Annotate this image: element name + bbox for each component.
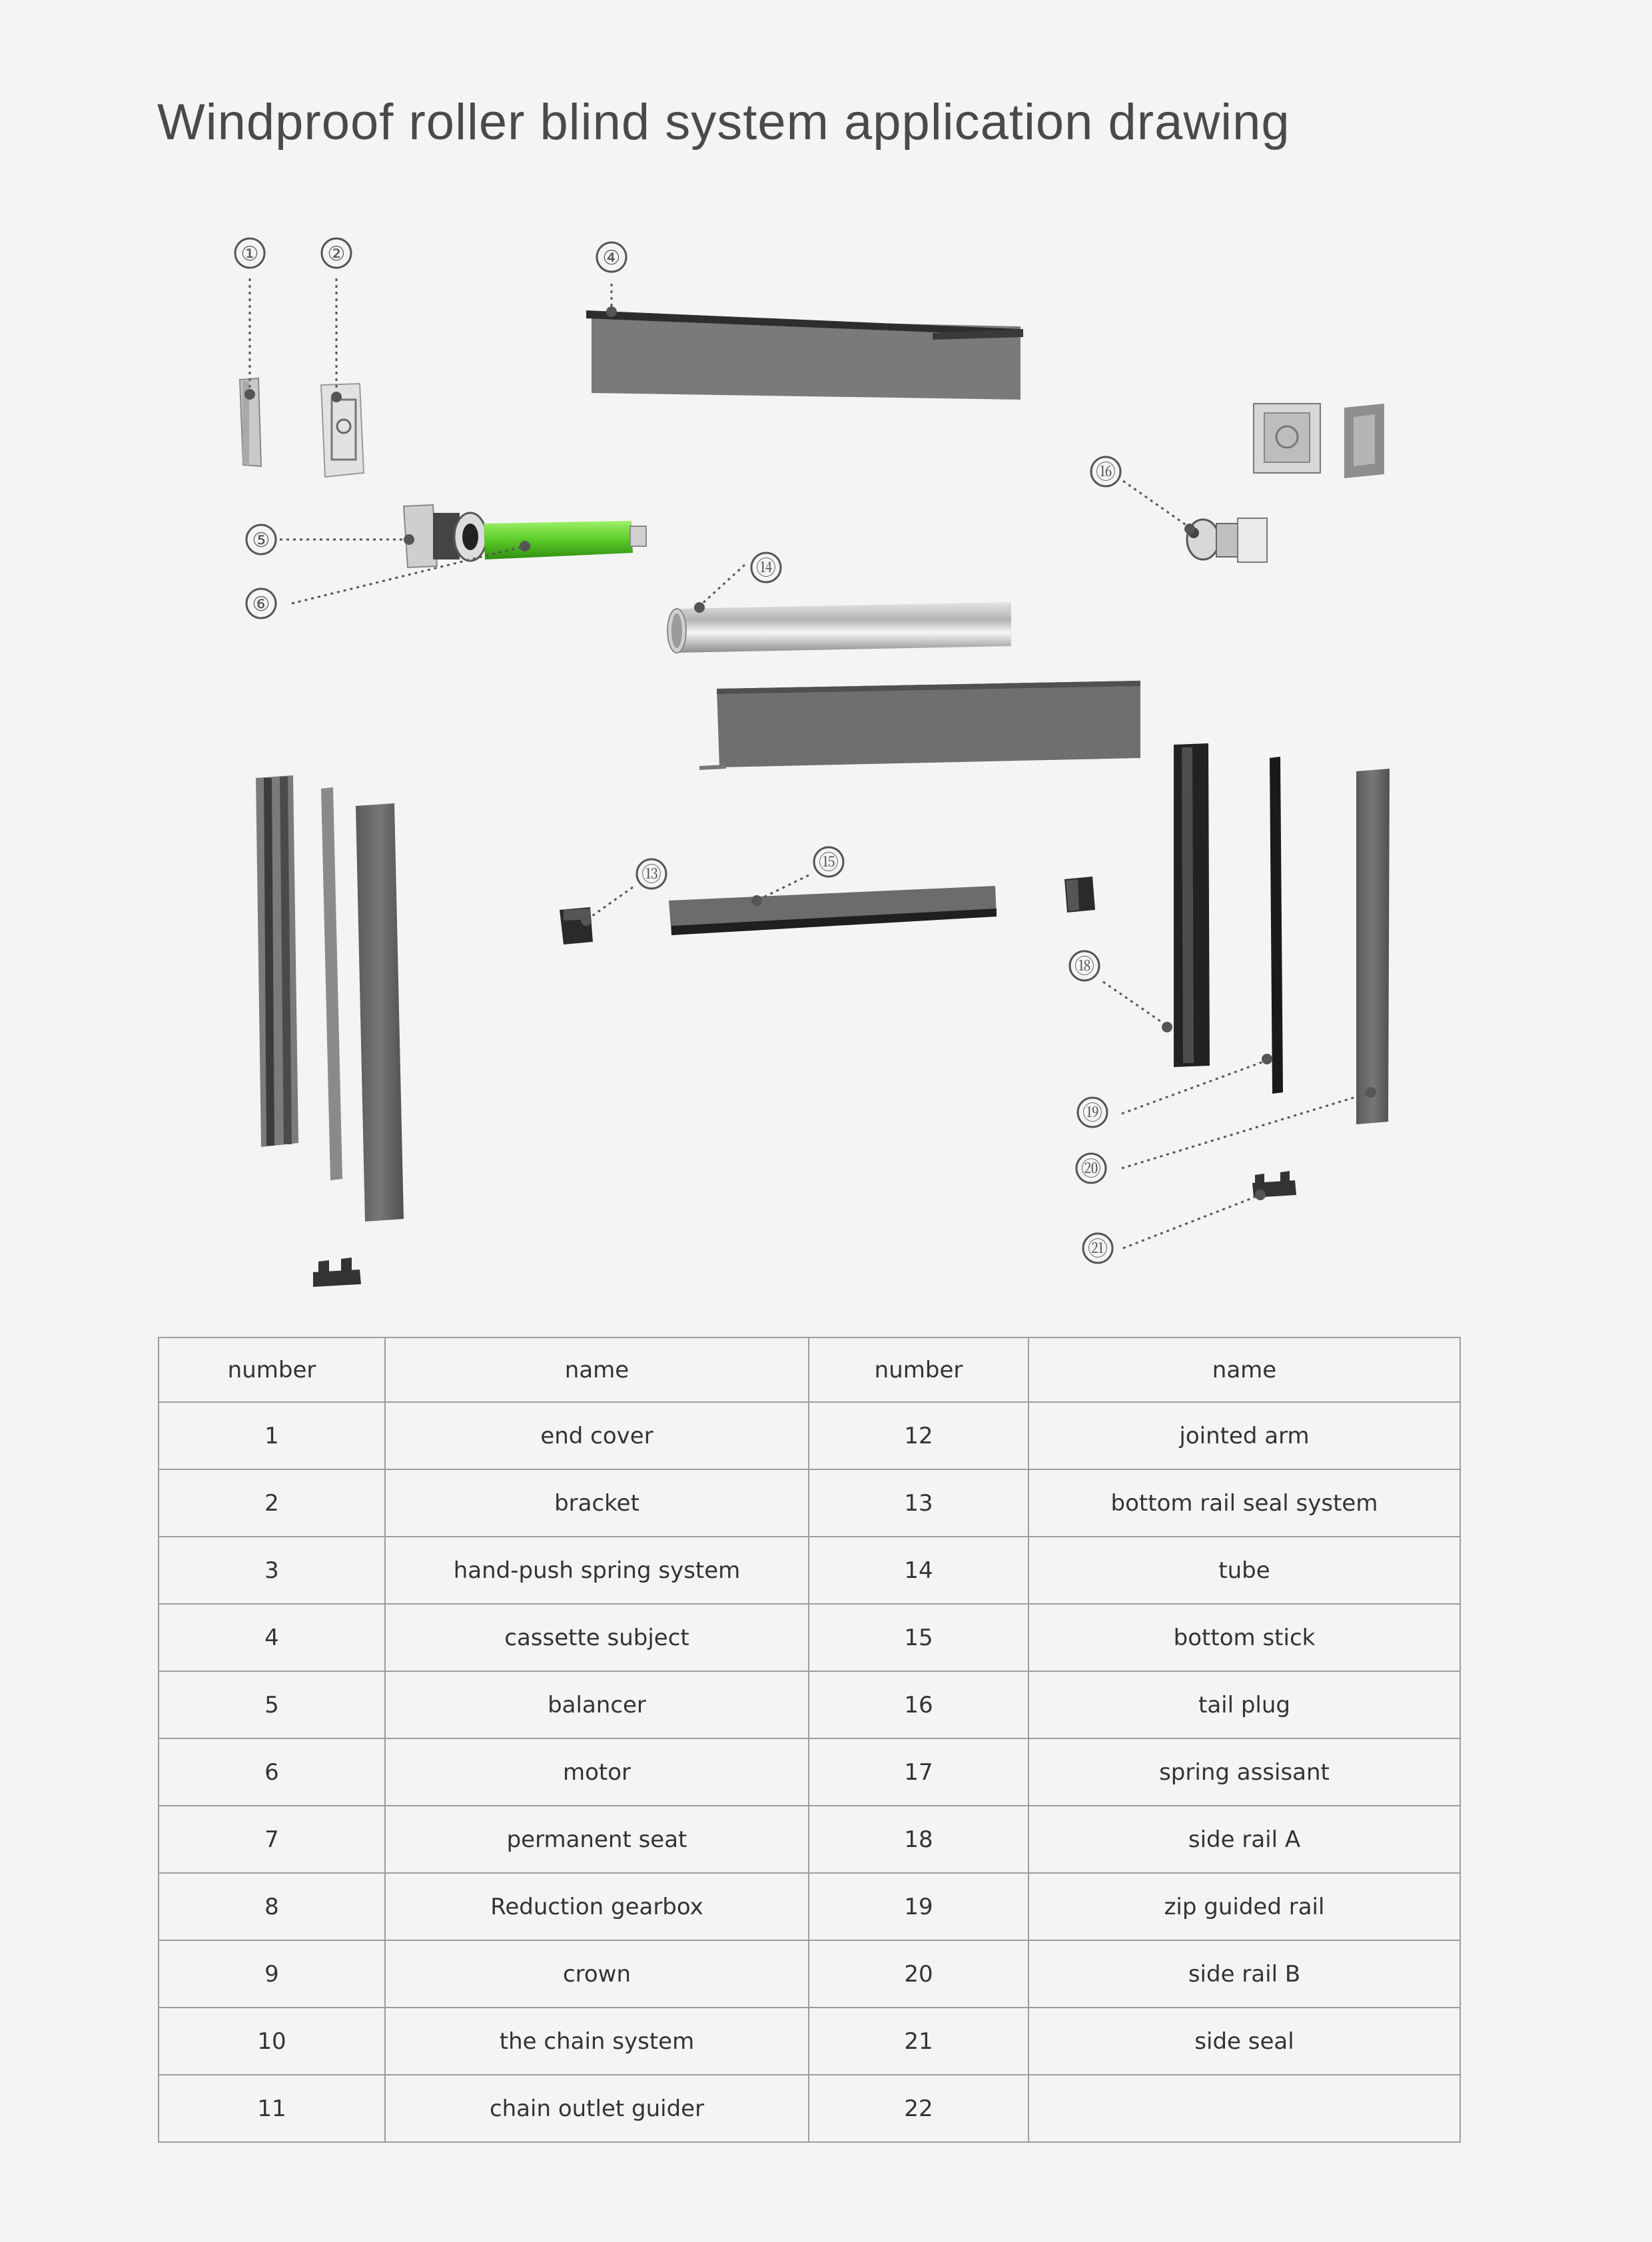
callout-20: ⑳ [1081,1158,1101,1181]
header-number-2: number [809,1337,1029,1402]
table-row [159,1940,1460,2008]
cell-name: Reduction gearbox [385,1873,809,1940]
table-row [159,2075,1460,2142]
cell-name: side rail A [1029,1806,1460,1873]
table-row [159,1604,1460,1671]
cell-number: 8 [159,1873,385,1940]
bottom-stick-part [669,886,997,935]
exploded-diagram [0,200,1652,1332]
callout-1: ① [240,242,259,266]
cell-name: cassette subject [385,1604,809,1671]
cell-number: 18 [809,1806,1029,1873]
table-row [159,2008,1460,2075]
cell-name: crown [385,1940,809,2008]
cell-name: chain outlet guider [385,2075,809,2142]
callout-14: ⑭ [756,557,776,580]
cell-number: 9 [159,1940,385,2008]
bracket-part [321,384,364,477]
cell-name: the chain system [385,2008,809,2075]
table-row [159,1469,1460,1537]
table-row [159,1738,1460,1806]
header-name-1: name [385,1337,809,1402]
parts-table [158,1337,1461,2143]
callout-21: ㉑ [1088,1238,1108,1261]
cell-name: hand-push spring system [385,1537,809,1604]
cell-number: 15 [809,1604,1029,1671]
cell-name: jointed arm [1029,1402,1460,1469]
callout-19: ⑲ [1082,1102,1102,1125]
cell-number: 20 [809,1940,1029,2008]
cell-name: permanent seat [385,1806,809,1873]
table-row [159,1873,1460,1940]
cell-number: 16 [809,1671,1029,1738]
header-number-1: number [159,1337,385,1402]
cell-name: zip guided rail [1029,1873,1460,1940]
cell-number: 17 [809,1738,1029,1806]
callout-15: ⑮ [819,851,839,875]
cell-name: side rail B [1029,1940,1460,2008]
callout-13: ⑬ [641,863,661,887]
cell-number: 1 [159,1402,385,1469]
cell-name: bottom stick [1029,1604,1460,1671]
cell-name: bottom rail seal system [1029,1469,1460,1537]
tube-part [667,602,1011,653]
table-row [159,1671,1460,1738]
cell-number: 14 [809,1537,1029,1604]
cell-number: 7 [159,1806,385,1873]
motor-part [404,505,646,567]
callout-2: ② [327,242,346,266]
header-name-2: name [1029,1337,1460,1402]
callout-5: ⑤ [252,529,270,552]
cell-number: 2 [159,1469,385,1537]
table-header-row [159,1337,1460,1402]
cell-name: tube [1029,1537,1460,1604]
cassette-front-panel [699,681,1140,770]
cassette-subject-part [586,310,1023,400]
cell-name: end cover [385,1402,809,1469]
cell-name: bracket [385,1469,809,1537]
cell-number: 5 [159,1671,385,1738]
left-side-rails [256,775,404,1287]
cell-name: side seal [1029,2008,1460,2075]
tail-plug-part [1187,404,1384,562]
right-end-plug [1064,877,1095,913]
cell-number: 10 [159,2008,385,2075]
cell-name [1029,2075,1460,2142]
table-row [159,1537,1460,1604]
cell-number: 22 [809,2075,1029,2142]
page-title: Windproof roller blind system application drawing [157,94,1290,151]
callout-6: ⑥ [252,593,270,616]
cell-number: 11 [159,2075,385,2142]
cell-name: balancer [385,1671,809,1738]
bottom-rail-seal-part [560,907,593,944]
cell-name: tail plug [1029,1671,1460,1738]
cell-name: spring assisant [1029,1738,1460,1806]
cell-number: 6 [159,1738,385,1806]
callout-18: ⑱ [1074,955,1094,978]
cell-number: 13 [809,1469,1029,1537]
callout-16: ⑯ [1096,461,1116,484]
cell-name: motor [385,1738,809,1806]
cell-number: 3 [159,1537,385,1604]
cell-number: 19 [809,1873,1029,1940]
table-row [159,1806,1460,1873]
cell-number: 21 [809,2008,1029,2075]
cell-number: 4 [159,1604,385,1671]
zip-guided-rail-part [1270,757,1283,1094]
cell-number: 12 [809,1402,1029,1469]
side-rail-a-part [1174,743,1210,1067]
table-row [159,1402,1460,1469]
callout-4: ④ [602,246,621,270]
side-rail-b-part [1356,769,1390,1124]
